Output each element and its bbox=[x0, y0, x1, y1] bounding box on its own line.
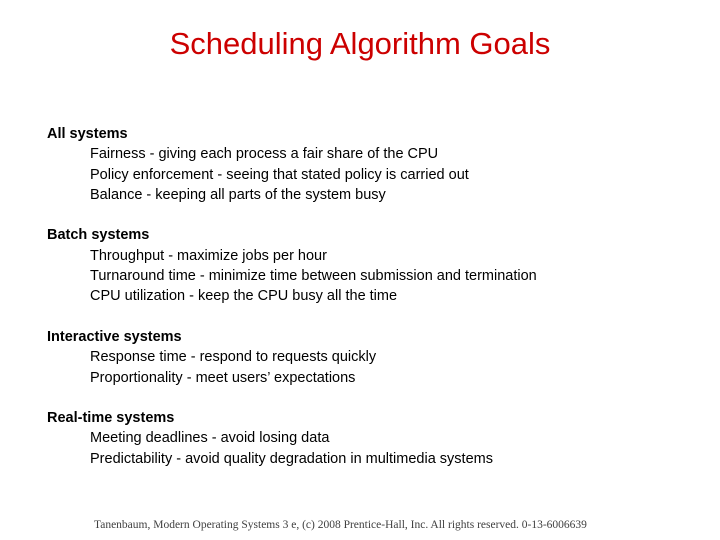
list-item: Meeting deadlines - avoid losing data bbox=[90, 430, 330, 447]
list-item: Proportionality - meet users’ expectations bbox=[90, 369, 356, 386]
section-spacer bbox=[47, 307, 537, 327]
slide-title: Scheduling Algorithm Goals bbox=[169, 26, 551, 61]
list-item: Turnaround time - minimize time between submission and termination bbox=[90, 268, 537, 285]
list-item: Throughput - maximize jobs per hour bbox=[90, 247, 327, 264]
section-spacer bbox=[47, 205, 537, 225]
copyright-footer: Tanenbaum, Modern Operating Systems 3 e, (c) 2008 Prentice-Hall, Inc. All rights reserved. 0-13-6006639 bbox=[94, 519, 587, 531]
list-item: CPU utilization - keep the CPU busy all the time bbox=[90, 288, 398, 305]
section-heading: Batch systems bbox=[47, 227, 150, 244]
section-spacer bbox=[47, 388, 537, 408]
list-item: Policy enforcement - seeing that stated policy is carried out bbox=[90, 166, 469, 183]
list-item: Balance - keeping all parts of the system busy bbox=[90, 186, 386, 203]
list-item: Response time - respond to requests quickly bbox=[90, 349, 377, 366]
section-heading: Real-time systems bbox=[47, 410, 175, 427]
goals-list bbox=[47, 124, 537, 469]
section-heading: All systems bbox=[47, 126, 128, 142]
list-item: Fairness - giving each process a fair share of the CPU bbox=[90, 146, 439, 163]
section-batch-systems bbox=[47, 225, 537, 306]
list-item: Predictability - avoid quality degradation in multimedia systems bbox=[90, 450, 493, 467]
section-interactive-systems bbox=[47, 327, 537, 388]
section-real-time-systems bbox=[47, 408, 537, 469]
section-heading: Interactive systems bbox=[47, 328, 182, 345]
section-all-systems bbox=[47, 124, 537, 205]
